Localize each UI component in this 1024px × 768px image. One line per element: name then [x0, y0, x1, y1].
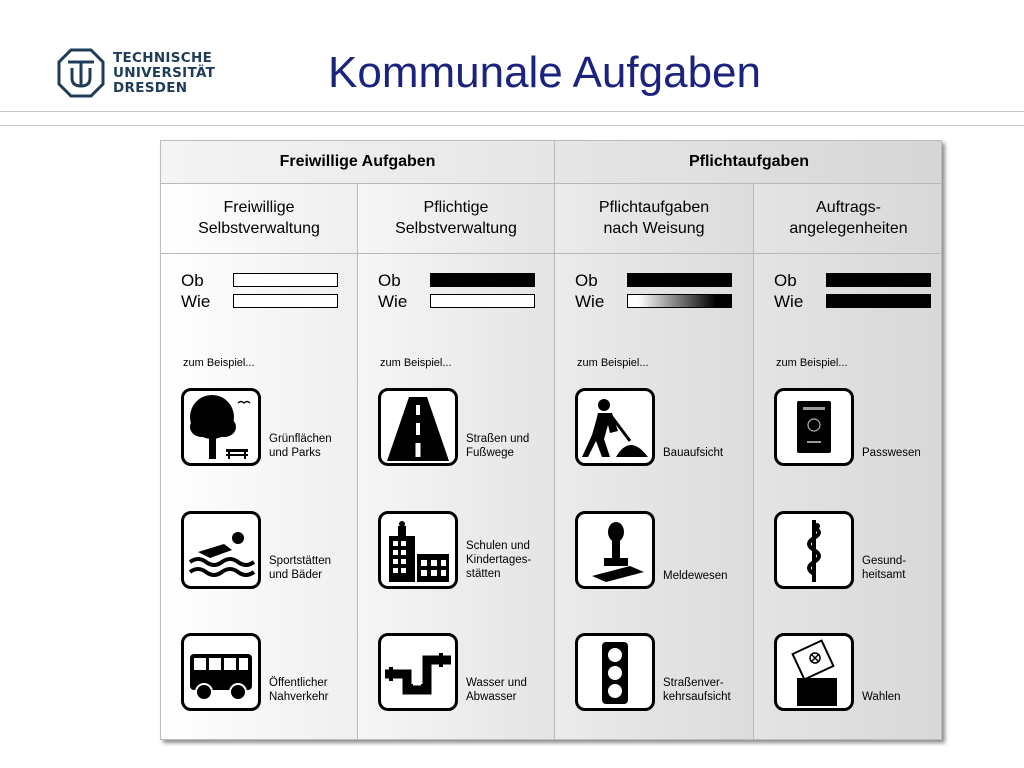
group-header-freiwillige-aufgaben: Freiwillige Aufgaben	[161, 141, 554, 184]
example-label-line: und Parks	[269, 447, 321, 459]
example-label: zum Beispiel...	[577, 357, 649, 369]
wie-label: Wie	[575, 292, 605, 311]
example-label: zum Beispiel...	[183, 357, 255, 369]
ob-bar-black	[430, 273, 535, 287]
ob-label: Ob	[378, 271, 401, 290]
example-label-line: Straßenver-	[663, 677, 724, 689]
construction-worker-icon	[575, 388, 655, 466]
logo-line: UNIVERSITÄT	[113, 64, 216, 81]
example-label-line: Straßen und	[466, 433, 530, 445]
column-title	[358, 197, 554, 239]
wie-bar-gradient	[627, 294, 732, 308]
tree-park-icon	[181, 388, 261, 466]
example-label-passwesen	[862, 446, 921, 460]
example-label-line: Wasser und	[466, 677, 527, 689]
column-freiwillige-selbstverwaltung	[161, 141, 357, 739]
caduceus-icon	[774, 511, 854, 589]
divider	[0, 111, 1024, 112]
ob-bar-black	[826, 273, 931, 287]
example-label-line: und Bäder	[269, 569, 323, 581]
tasks-table	[160, 140, 942, 740]
example-label-nahverkehr	[269, 676, 328, 704]
example-label: zum Beispiel...	[380, 357, 452, 369]
ob-label: Ob	[181, 271, 204, 290]
column-title-line: Freiwillige	[223, 199, 295, 216]
example-label-line: Sportstätten	[269, 555, 332, 567]
logo-text	[113, 51, 215, 96]
example-label-line: Kindertages-	[466, 554, 532, 566]
example-label-gesundheitsamt	[862, 554, 906, 582]
wie-label: Wie	[378, 292, 408, 311]
ob-bar-black	[627, 273, 732, 287]
wie-bar-white	[430, 294, 535, 308]
swimmer-icon	[181, 511, 261, 589]
example-label-wasser	[466, 676, 527, 704]
ballot-box-icon	[774, 633, 854, 711]
example-label-line: Öffentlicher	[269, 677, 328, 689]
logo-line: DRESDEN	[113, 79, 188, 96]
example-label-schulen	[466, 539, 531, 581]
example-label-bauaufsicht	[663, 446, 723, 460]
example-label-line: heitsamt	[862, 569, 906, 581]
column-title-line: angelegenheiten	[789, 220, 908, 237]
example-label-line: Abwasser	[466, 691, 517, 703]
column-title-line: Pflichtige	[423, 199, 489, 216]
divider	[0, 125, 1024, 126]
column-title	[754, 197, 942, 239]
column-title	[555, 197, 753, 239]
example-label-line: Grünflächen	[269, 433, 332, 445]
page-title: Kommunale Aufgaben	[328, 48, 761, 97]
example-label-line: stätten	[466, 568, 501, 580]
bus-icon	[181, 633, 261, 711]
example-label-line: Passwesen	[862, 447, 921, 459]
example-label-line: Nahverkehr	[269, 691, 329, 703]
tu-dresden-emblem-icon	[57, 48, 105, 98]
column-title-line: Pflichtaufgaben	[598, 199, 710, 216]
ob-wie-labels	[181, 270, 210, 312]
example-label-wahlen	[862, 690, 901, 704]
example-label-meldewesen	[663, 569, 728, 583]
column-auftragsangelegenheiten	[753, 141, 942, 739]
example-label-strassenverkehrsaufsicht	[663, 676, 731, 704]
wie-label: Wie	[181, 292, 211, 311]
example-label: zum Beispiel...	[776, 357, 848, 369]
ob-wie-labels	[378, 270, 407, 312]
wie-bar-black	[826, 294, 931, 308]
column-title	[161, 197, 357, 239]
ob-label: Ob	[774, 271, 797, 290]
column-title-line: Selbstverwaltung	[198, 220, 320, 237]
example-label-line: Wahlen	[862, 691, 901, 703]
wie-label: Wie	[774, 292, 804, 311]
example-label-sportstaetten	[269, 554, 331, 582]
group-header-pflichtaufgaben: Pflichtaufgaben	[554, 141, 942, 184]
logo-line: TECHNISCHE	[113, 49, 213, 66]
column-title-line: Auftrags-	[816, 199, 881, 216]
ob-label: Ob	[575, 271, 598, 290]
header-divider	[161, 253, 942, 254]
example-label-gruenflaechen	[269, 432, 332, 460]
pipe-icon	[378, 633, 458, 711]
example-label-line: Fußwege	[466, 447, 514, 459]
example-label-line: kehrsaufsicht	[663, 691, 731, 703]
column-pflichtaufgaben-nach-weisung	[554, 141, 753, 739]
example-label-line: Bauaufsicht	[663, 447, 724, 459]
road-icon	[378, 388, 458, 466]
ob-wie-labels	[774, 270, 803, 312]
tu-dresden-logo	[57, 47, 227, 99]
school-building-icon	[378, 511, 458, 589]
example-label-line: Gesund-	[862, 555, 907, 567]
wie-bar-white	[233, 294, 338, 308]
ob-bar-white	[233, 273, 338, 287]
traffic-light-icon	[575, 633, 655, 711]
column-title-line: Selbstverwaltung	[395, 220, 517, 237]
example-label-strassen	[466, 432, 529, 460]
example-label-line: Meldewesen	[663, 570, 728, 582]
stamp-icon	[575, 511, 655, 589]
example-label-line: Schulen und	[466, 540, 530, 552]
ob-wie-labels	[575, 270, 604, 312]
column-title-line: nach Weisung	[603, 220, 705, 237]
passport-icon	[774, 388, 854, 466]
column-pflichtige-selbstverwaltung	[357, 141, 554, 739]
